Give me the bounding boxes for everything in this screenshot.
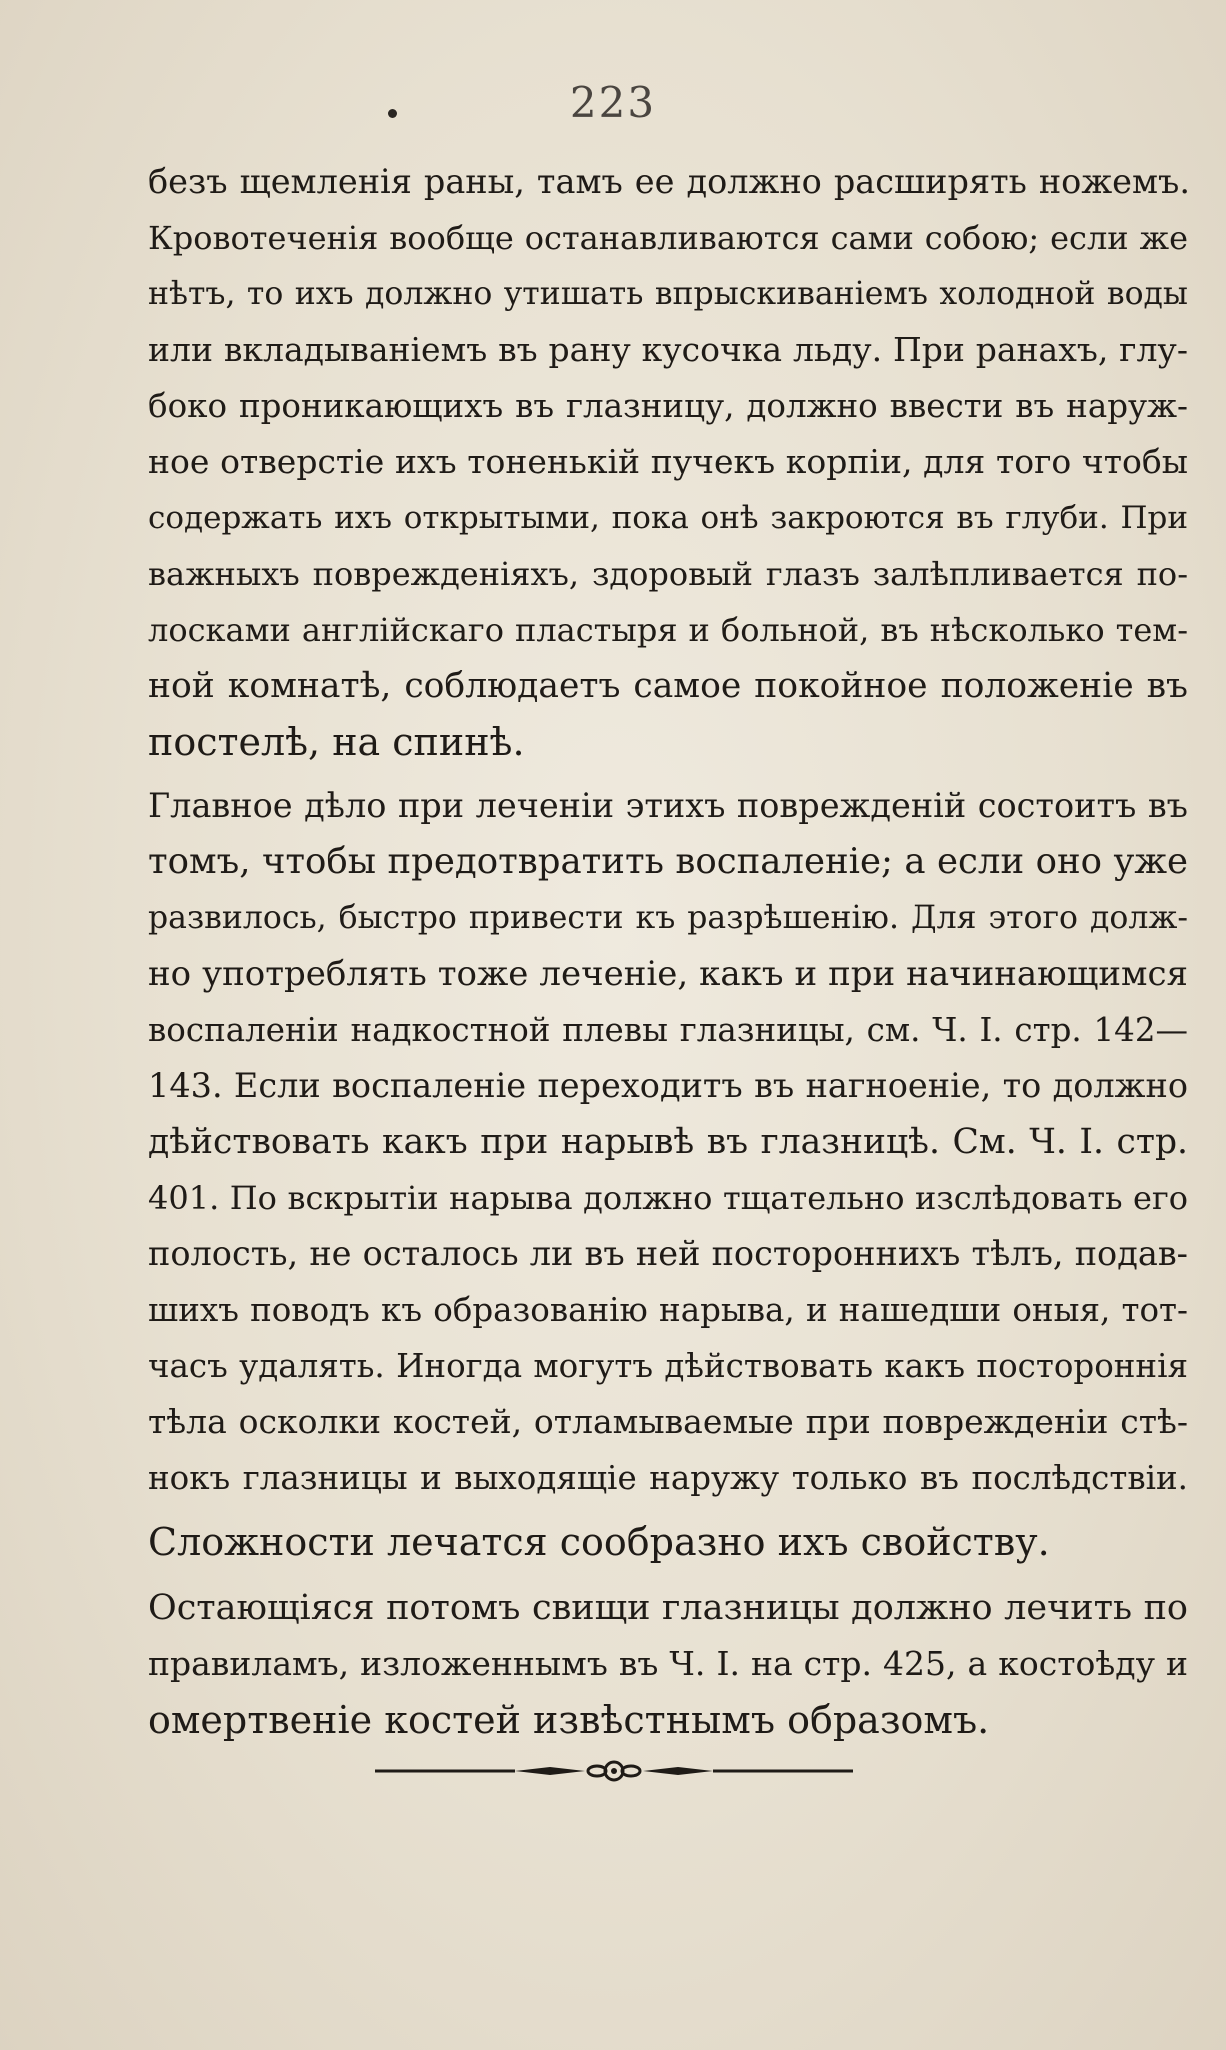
text-line: но употреблять тоже леченіе, какъ и при начинающимся <box>148 954 1188 994</box>
text-line: дѣйствовать какъ при нарывѣ въ глазницѣ. См. Ч. I. стр. <box>148 1122 1188 1162</box>
text-line: томъ, чтобы предотвратить воспаленіе; а если оно уже <box>148 841 1188 882</box>
text-line: Кровотеченія вообще останавливаются сами собою; если же <box>148 219 1188 257</box>
text-line: 143. Если воспаленіе переходитъ въ нагноеніе, то должно <box>148 1066 1188 1105</box>
text-line: шихъ поводъ къ образованію нарыва, и нашедши оныя, тот- <box>148 1291 1188 1329</box>
text-line: Главное дѣло при леченіи этихъ поврежденій состоитъ въ <box>148 786 1188 825</box>
text-line: содержать ихъ открытыми, пока онѣ закроются въ глуби. При <box>148 500 1188 536</box>
text-line: ное отверстіе ихъ тоненькій пучекъ корпіи, для того чтобы <box>148 442 1188 481</box>
text-line: постелѣ, на спинѣ. <box>148 720 525 764</box>
text-line: или вкладываніемъ въ рану кусочка льду. При ранахъ, глу- <box>148 330 1188 369</box>
text-line: развилось, быстро привести къ разрѣшенію. Для этого долж- <box>148 900 1188 936</box>
text-line: лосками англійскаго пластыря и больной, въ нѣсколько тем- <box>148 611 1188 649</box>
text-line: безъ щемленія раны, тамъ ее должно расширять ножемъ. <box>148 162 1190 201</box>
page-number: 223 <box>569 78 657 127</box>
text-line: нокъ глазницы и выходящіе наружу только въ послѣдствіи. <box>148 1459 1188 1497</box>
text-line: омертвеніе костей извѣстнымъ образомъ. <box>148 1698 990 1742</box>
text-line: нѣтъ, то ихъ должно утишать впрыскиваніемъ холодной воды <box>148 276 1188 312</box>
text-line: часъ удалять. Иногда могутъ дѣйствовать какъ постороннія <box>148 1347 1188 1385</box>
text-line: Сложности лечатся сообразно ихъ свойству. <box>148 1520 1050 1564</box>
text-line: воспаленіи надкостной плевы глазницы, см. Ч. I. стр. 142— <box>148 1011 1188 1049</box>
text-line: важныхъ поврежденіяхъ, здоровый глазъ залѣпливается по- <box>148 555 1188 593</box>
ornamental-rule-icon <box>375 1756 853 1786</box>
text-line: ной комнатѣ, соблюдаетъ самое покойное положеніе въ <box>148 666 1188 706</box>
text-line: 401. По вскрытіи нарыва должно тщательно изслѣдовать его <box>148 1179 1188 1217</box>
text-line: полость, не осталось ли въ ней постороннихъ тѣлъ, подав- <box>148 1234 1188 1273</box>
text-line: боко проникающихъ въ глазницу, должно ввести въ наруж- <box>148 387 1188 425</box>
text-line: тѣла осколки костей, отламываемые при поврежденіи стѣ- <box>148 1402 1188 1441</box>
text-line: правиламъ, изложеннымъ въ Ч. I. на стр. 425, а костоѣду и <box>148 1644 1188 1683</box>
text-line: Остающіяся потомъ свищи глазницы должно лечить по <box>148 1588 1188 1628</box>
